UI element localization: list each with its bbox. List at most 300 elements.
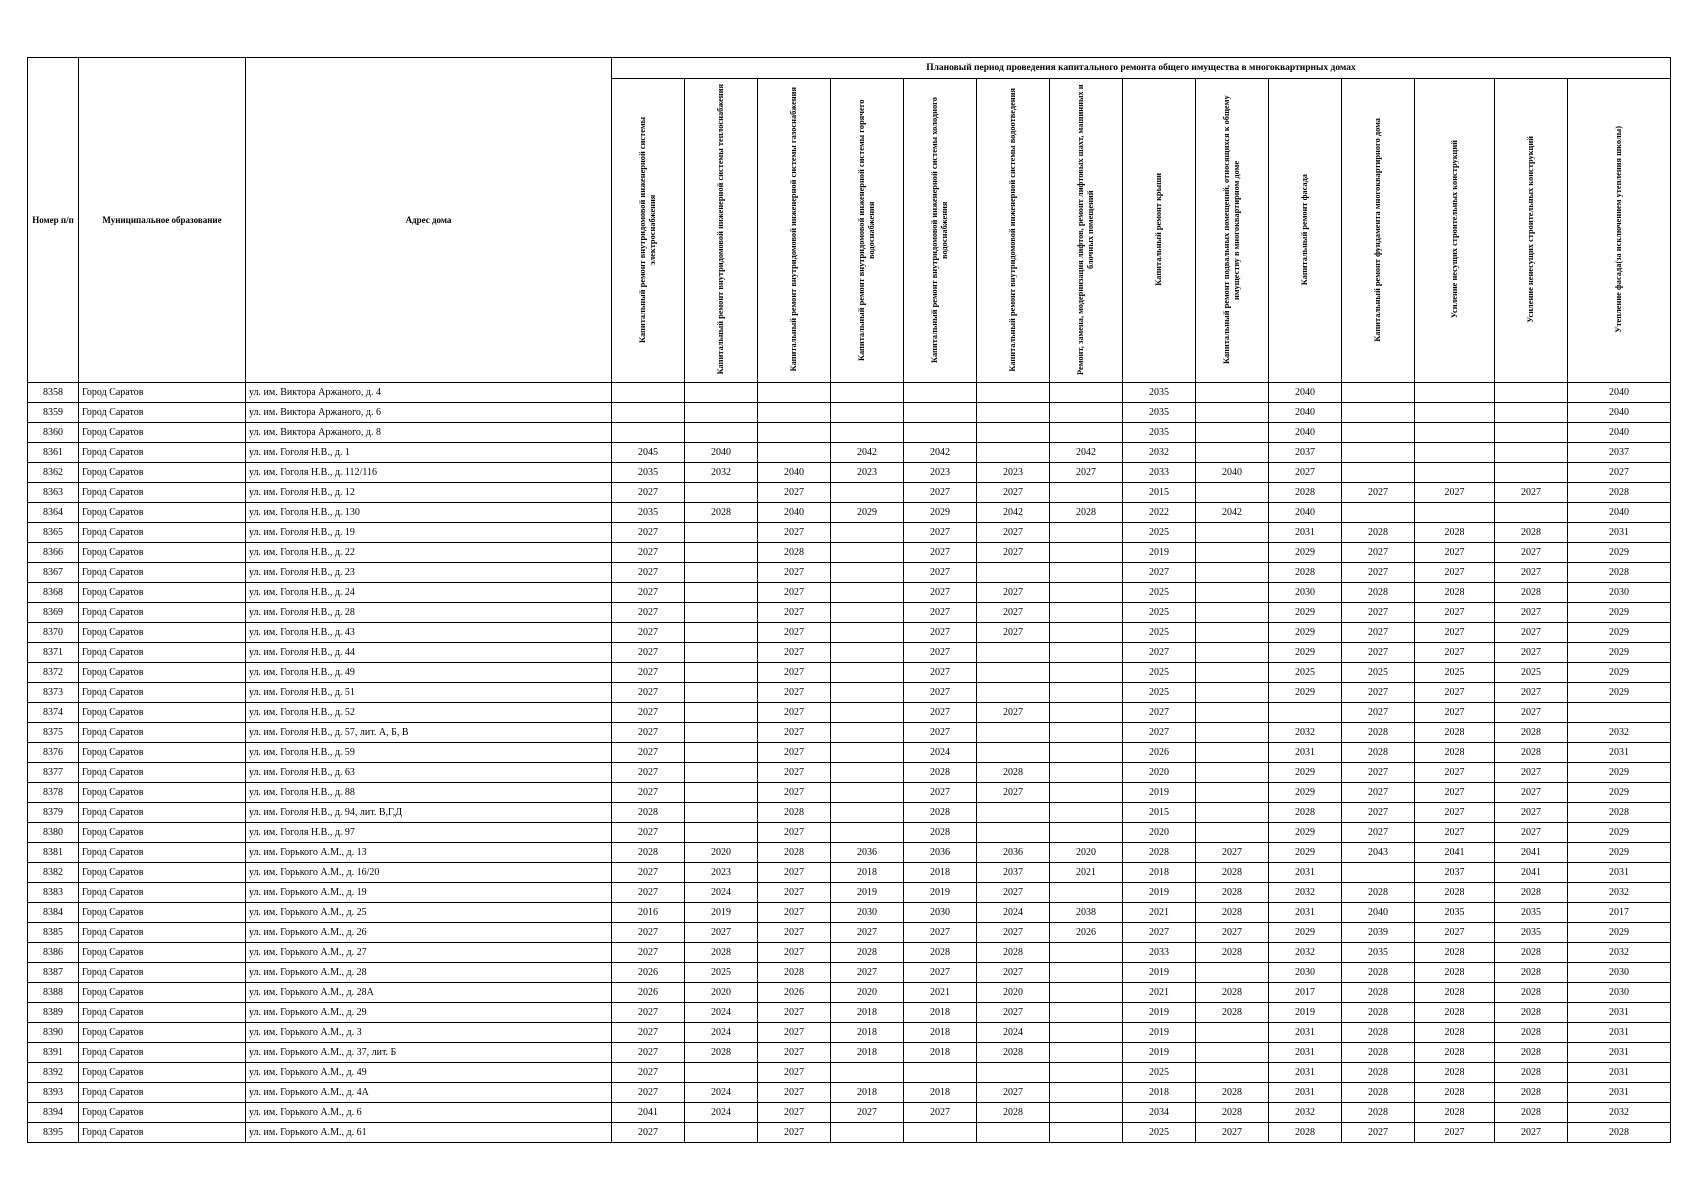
- row-year-4: 2028: [904, 823, 977, 843]
- row-year-11: 2027: [1415, 763, 1495, 783]
- row-year-9: 2029: [1269, 823, 1342, 843]
- row-year-12: 2028: [1495, 1003, 1568, 1023]
- row-year-10: [1342, 383, 1415, 403]
- row-year-10: 2027: [1342, 803, 1415, 823]
- row-year-4: 2028: [904, 763, 977, 783]
- header-work-label: Капитальный ремонт подвальных помещений, относящихся к общему имуществу в многоквартирном доме: [1222, 95, 1241, 364]
- row-year-4: [904, 403, 977, 423]
- row-year-9: 2030: [1269, 583, 1342, 603]
- row-year-13: 2029: [1568, 663, 1671, 683]
- row-municipality: Город Саратов: [79, 763, 246, 783]
- row-year-11: 2028: [1415, 1063, 1495, 1083]
- row-year-11: 2027: [1415, 783, 1495, 803]
- row-year-1: 2028: [685, 503, 758, 523]
- row-year-11: 2027: [1415, 703, 1495, 723]
- row-year-10: 2028: [1342, 1063, 1415, 1083]
- row-year-13: 2029: [1568, 623, 1671, 643]
- row-year-7: 2027: [1123, 643, 1196, 663]
- row-address: ул. им. Гоголя Н.В., д. 112/116: [246, 463, 612, 483]
- row-year-9: 2032: [1269, 723, 1342, 743]
- row-year-10: 2027: [1342, 823, 1415, 843]
- row-year-4: 2021: [904, 983, 977, 1003]
- row-year-13: 2029: [1568, 923, 1671, 943]
- row-year-8: 2028: [1196, 863, 1269, 883]
- row-year-6: [1050, 943, 1123, 963]
- row-year-8: [1196, 563, 1269, 583]
- row-year-13: 2017: [1568, 903, 1671, 923]
- row-year-5: 2027: [977, 963, 1050, 983]
- table-row: [28, 1063, 1671, 1083]
- row-year-0: 2027: [612, 683, 685, 703]
- row-year-12: 2027: [1495, 823, 1568, 843]
- row-year-6: 2021: [1050, 863, 1123, 883]
- header-work-label: Капитальный ремонт внутридомовой инженерной системы горячего водоснабжения: [857, 98, 876, 361]
- row-year-3: [831, 783, 904, 803]
- row-address: ул. им. Виктора Аржаного, д. 8: [246, 423, 612, 443]
- row-municipality: Город Саратов: [79, 423, 246, 443]
- row-year-8: [1196, 783, 1269, 803]
- row-year-4: 2018: [904, 1003, 977, 1023]
- row-municipality: Город Саратов: [79, 883, 246, 903]
- row-number: 8375: [28, 723, 79, 743]
- row-number: 8388: [28, 983, 79, 1003]
- row-year-7: 2022: [1123, 503, 1196, 523]
- header-work-label: Капитальный ремонт внутридомовой инженерной системы холодного водоснабжения: [930, 96, 949, 363]
- row-year-6: [1050, 403, 1123, 423]
- table-row: [28, 1003, 1671, 1023]
- row-year-11: 2028: [1415, 1003, 1495, 1023]
- row-year-7: 2026: [1123, 743, 1196, 763]
- row-year-3: [831, 763, 904, 783]
- row-year-10: 2028: [1342, 1083, 1415, 1103]
- row-address: ул. им. Горького А.М., д. 16/20: [246, 863, 612, 883]
- table-row: [28, 1123, 1671, 1143]
- row-year-6: 2042: [1050, 443, 1123, 463]
- row-year-8: [1196, 823, 1269, 843]
- row-year-2: 2027: [758, 683, 831, 703]
- row-year-12: 2028: [1495, 583, 1568, 603]
- row-number: 8360: [28, 423, 79, 443]
- row-address: ул. им. Гоголя Н.В., д. 63: [246, 763, 612, 783]
- row-municipality: Город Саратов: [79, 663, 246, 683]
- row-year-8: [1196, 623, 1269, 643]
- table-row: [28, 423, 1671, 443]
- row-year-10: 2028: [1342, 523, 1415, 543]
- row-year-0: 2027: [612, 783, 685, 803]
- row-year-10: 2039: [1342, 923, 1415, 943]
- table-row: [28, 463, 1671, 483]
- row-year-4: 2024: [904, 743, 977, 763]
- row-year-2: 2028: [758, 843, 831, 863]
- row-year-2: 2027: [758, 483, 831, 503]
- row-address: ул. им. Гоголя Н.В., д. 130: [246, 503, 612, 523]
- row-year-3: 2042: [831, 443, 904, 463]
- row-year-11: 2035: [1415, 903, 1495, 923]
- header-work-label: Капитальный ремонт внутридомовой инженерной системы газоснабжения: [789, 87, 798, 372]
- row-number: 8387: [28, 963, 79, 983]
- row-year-7: 2025: [1123, 1063, 1196, 1083]
- row-year-11: 2028: [1415, 1083, 1495, 1103]
- header-work-label: Утепление фасада(за исключением утепления школы): [1614, 126, 1623, 333]
- row-number: 8367: [28, 563, 79, 583]
- row-year-11: 2028: [1415, 723, 1495, 743]
- row-municipality: Город Саратов: [79, 403, 246, 423]
- row-year-11: [1415, 463, 1495, 483]
- row-year-7: 2019: [1123, 1023, 1196, 1043]
- row-year-9: 2029: [1269, 603, 1342, 623]
- row-year-0: 2027: [612, 583, 685, 603]
- row-year-1: [685, 723, 758, 743]
- row-year-13: 2037: [1568, 443, 1671, 463]
- row-year-0: 2035: [612, 463, 685, 483]
- row-year-10: [1342, 503, 1415, 523]
- row-year-7: 2025: [1123, 603, 1196, 623]
- row-year-3: 2027: [831, 1103, 904, 1123]
- row-year-5: 2027: [977, 923, 1050, 943]
- row-year-12: [1495, 383, 1568, 403]
- row-year-8: 2028: [1196, 1003, 1269, 1023]
- row-year-12: [1495, 403, 1568, 423]
- row-year-0: 2027: [612, 1043, 685, 1063]
- row-year-11: 2028: [1415, 963, 1495, 983]
- row-year-8: [1196, 723, 1269, 743]
- header-number: Номер п/п: [28, 58, 79, 383]
- row-year-11: 2027: [1415, 803, 1495, 823]
- row-year-2: 2027: [758, 663, 831, 683]
- row-year-9: 2040: [1269, 403, 1342, 423]
- row-year-11: 2037: [1415, 863, 1495, 883]
- row-year-3: 2018: [831, 1003, 904, 1023]
- row-year-5: [977, 1123, 1050, 1143]
- row-year-3: 2020: [831, 983, 904, 1003]
- row-municipality: Город Саратов: [79, 603, 246, 623]
- row-year-0: 2027: [612, 1123, 685, 1143]
- row-municipality: Город Саратов: [79, 1063, 246, 1083]
- row-year-3: [831, 643, 904, 663]
- row-year-13: 2040: [1568, 423, 1671, 443]
- row-year-13: 2031: [1568, 523, 1671, 543]
- row-year-1: 2032: [685, 463, 758, 483]
- row-year-13: 2030: [1568, 983, 1671, 1003]
- row-year-7: 2025: [1123, 663, 1196, 683]
- row-year-6: [1050, 523, 1123, 543]
- row-year-8: [1196, 643, 1269, 663]
- row-number: 8361: [28, 443, 79, 463]
- table-row: [28, 403, 1671, 423]
- row-year-1: [685, 423, 758, 443]
- row-year-8: [1196, 403, 1269, 423]
- row-number: 8363: [28, 483, 79, 503]
- row-year-10: 2028: [1342, 1103, 1415, 1123]
- row-year-5: 2027: [977, 783, 1050, 803]
- row-year-0: 2027: [612, 743, 685, 763]
- row-year-10: 2028: [1342, 1003, 1415, 1023]
- row-year-11: 2027: [1415, 923, 1495, 943]
- row-year-7: 2027: [1123, 703, 1196, 723]
- row-year-10: 2028: [1342, 883, 1415, 903]
- row-year-10: 2028: [1342, 983, 1415, 1003]
- row-year-0: 2016: [612, 903, 685, 923]
- row-year-2: 2027: [758, 903, 831, 923]
- row-year-8: [1196, 663, 1269, 683]
- row-year-0: 2027: [612, 923, 685, 943]
- table-row: [28, 683, 1671, 703]
- row-year-6: [1050, 583, 1123, 603]
- row-year-11: 2027: [1415, 683, 1495, 703]
- row-year-8: [1196, 763, 1269, 783]
- row-year-10: [1342, 443, 1415, 463]
- row-year-4: 2027: [904, 703, 977, 723]
- row-year-6: [1050, 663, 1123, 683]
- row-year-1: 2024: [685, 1023, 758, 1043]
- table-row: [28, 1083, 1671, 1103]
- row-address: ул. им. Горького А.М., д. 26: [246, 923, 612, 943]
- row-year-4: 2027: [904, 483, 977, 503]
- row-year-3: [831, 603, 904, 623]
- row-year-12: [1495, 463, 1568, 483]
- row-year-3: 2029: [831, 503, 904, 523]
- row-year-12: 2027: [1495, 1123, 1568, 1143]
- row-year-12: [1495, 423, 1568, 443]
- table-row: [28, 983, 1671, 1003]
- row-year-6: 2038: [1050, 903, 1123, 923]
- row-year-2: 2027: [758, 783, 831, 803]
- row-year-10: [1342, 463, 1415, 483]
- row-year-3: [831, 803, 904, 823]
- row-year-5: 2024: [977, 903, 1050, 923]
- table-row: [28, 803, 1671, 823]
- row-year-4: 2019: [904, 883, 977, 903]
- row-year-9: 2032: [1269, 883, 1342, 903]
- row-year-11: 2027: [1415, 603, 1495, 623]
- row-year-12: 2028: [1495, 1043, 1568, 1063]
- row-year-9: 2031: [1269, 1063, 1342, 1083]
- row-year-10: 2027: [1342, 563, 1415, 583]
- row-municipality: Город Саратов: [79, 1003, 246, 1023]
- row-address: ул. им. Горького А.М., д. 27: [246, 943, 612, 963]
- row-year-7: 2025: [1123, 523, 1196, 543]
- row-year-8: [1196, 683, 1269, 703]
- row-year-5: 2027: [977, 623, 1050, 643]
- row-year-12: 2027: [1495, 763, 1568, 783]
- row-year-6: [1050, 1103, 1123, 1123]
- row-year-2: 2027: [758, 623, 831, 643]
- row-year-5: [977, 643, 1050, 663]
- row-year-4: 2027: [904, 683, 977, 703]
- row-year-10: 2043: [1342, 843, 1415, 863]
- row-year-7: 2028: [1123, 843, 1196, 863]
- table-row: [28, 823, 1671, 843]
- row-year-0: 2035: [612, 503, 685, 523]
- row-year-3: [831, 683, 904, 703]
- row-year-9: 2025: [1269, 663, 1342, 683]
- row-year-1: [685, 803, 758, 823]
- row-year-5: [977, 383, 1050, 403]
- row-year-5: 2028: [977, 763, 1050, 783]
- row-year-13: 2032: [1568, 943, 1671, 963]
- row-year-8: 2028: [1196, 1083, 1269, 1103]
- row-number: 8373: [28, 683, 79, 703]
- row-municipality: Город Саратов: [79, 903, 246, 923]
- row-year-6: [1050, 1003, 1123, 1023]
- row-year-9: 2031: [1269, 1083, 1342, 1103]
- row-year-9: 2040: [1269, 503, 1342, 523]
- row-year-7: 2021: [1123, 983, 1196, 1003]
- row-number: 8379: [28, 803, 79, 823]
- row-year-9: 2028: [1269, 483, 1342, 503]
- row-year-6: 2020: [1050, 843, 1123, 863]
- row-year-9: 2040: [1269, 423, 1342, 443]
- row-municipality: Город Саратов: [79, 1103, 246, 1123]
- row-municipality: Город Саратов: [79, 543, 246, 563]
- row-number: 8359: [28, 403, 79, 423]
- row-year-7: 2035: [1123, 423, 1196, 443]
- row-year-0: 2028: [612, 803, 685, 823]
- row-year-7: 2019: [1123, 963, 1196, 983]
- table-row: [28, 903, 1671, 923]
- row-year-1: [685, 483, 758, 503]
- row-year-11: 2028: [1415, 1103, 1495, 1123]
- row-year-1: [685, 763, 758, 783]
- row-year-0: 2027: [612, 883, 685, 903]
- row-year-5: 2027: [977, 603, 1050, 623]
- row-number: 8391: [28, 1043, 79, 1063]
- header-work-0: [612, 79, 685, 383]
- row-year-4: [904, 423, 977, 443]
- row-year-11: [1415, 503, 1495, 523]
- table-row: [28, 1103, 1671, 1123]
- row-municipality: Город Саратов: [79, 583, 246, 603]
- row-year-6: [1050, 743, 1123, 763]
- row-year-6: [1050, 563, 1123, 583]
- row-year-13: 2032: [1568, 1103, 1671, 1123]
- row-year-8: 2027: [1196, 843, 1269, 863]
- row-year-11: [1415, 383, 1495, 403]
- row-municipality: Город Саратов: [79, 463, 246, 483]
- row-year-8: [1196, 423, 1269, 443]
- row-number: 8366: [28, 543, 79, 563]
- row-year-12: 2028: [1495, 743, 1568, 763]
- row-year-8: 2027: [1196, 1123, 1269, 1143]
- row-year-8: [1196, 603, 1269, 623]
- row-year-7: 2027: [1123, 563, 1196, 583]
- row-year-4: 2018: [904, 1023, 977, 1043]
- row-year-10: 2028: [1342, 743, 1415, 763]
- row-address: ул. им. Горького А.М., д. 3: [246, 1023, 612, 1043]
- row-year-9: 2028: [1269, 563, 1342, 583]
- row-year-3: [831, 623, 904, 643]
- row-number: 8382: [28, 863, 79, 883]
- row-year-2: 2027: [758, 643, 831, 663]
- row-year-1: 2020: [685, 983, 758, 1003]
- row-year-13: 2031: [1568, 1023, 1671, 1043]
- row-year-8: [1196, 1063, 1269, 1083]
- row-year-1: [685, 1063, 758, 1083]
- row-number: 8370: [28, 623, 79, 643]
- row-year-8: 2028: [1196, 903, 1269, 923]
- row-year-9: 2040: [1269, 383, 1342, 403]
- row-year-12: 2035: [1495, 923, 1568, 943]
- row-number: 8371: [28, 643, 79, 663]
- row-municipality: Город Саратов: [79, 983, 246, 1003]
- row-municipality: Город Саратов: [79, 783, 246, 803]
- header-work-11: [1415, 79, 1495, 383]
- row-year-2: 2027: [758, 563, 831, 583]
- row-year-5: 2037: [977, 863, 1050, 883]
- row-year-6: [1050, 723, 1123, 743]
- row-year-3: [831, 563, 904, 583]
- row-year-11: 2028: [1415, 1023, 1495, 1043]
- header-work-13: [1568, 79, 1671, 383]
- row-year-4: 2018: [904, 1083, 977, 1103]
- row-year-9: 2031: [1269, 863, 1342, 883]
- row-municipality: Город Саратов: [79, 703, 246, 723]
- row-municipality: Город Саратов: [79, 863, 246, 883]
- header-work-label: Капитальный ремонт фасада: [1300, 173, 1309, 286]
- row-year-11: 2028: [1415, 943, 1495, 963]
- row-address: ул. им. Гоголя Н.В., д. 23: [246, 563, 612, 583]
- row-year-0: [612, 383, 685, 403]
- row-year-4: 2027: [904, 563, 977, 583]
- row-address: ул. им. Виктора Аржаного, д. 4: [246, 383, 612, 403]
- row-year-9: 2028: [1269, 803, 1342, 823]
- row-address: ул. им. Гоголя Н.В., д. 94, лит. В,Г,Д: [246, 803, 612, 823]
- row-year-4: 2027: [904, 1103, 977, 1123]
- row-year-1: [685, 643, 758, 663]
- row-address: ул. им. Гоголя Н.В., д. 49: [246, 663, 612, 683]
- row-year-1: [685, 543, 758, 563]
- table-row: [28, 623, 1671, 643]
- row-number: 8368: [28, 583, 79, 603]
- row-address: ул. им. Горького А.М., д. 13: [246, 843, 612, 863]
- row-year-10: 2027: [1342, 783, 1415, 803]
- row-address: ул. им. Виктора Аржаного, д. 6: [246, 403, 612, 423]
- header-work-label: Усиление ненесущих строительных конструкций: [1526, 136, 1535, 323]
- row-year-9: 2028: [1269, 1123, 1342, 1143]
- row-number: 8369: [28, 603, 79, 623]
- row-year-5: 2027: [977, 703, 1050, 723]
- row-year-2: 2027: [758, 723, 831, 743]
- row-year-7: 2019: [1123, 1003, 1196, 1023]
- row-year-8: 2027: [1196, 923, 1269, 943]
- row-year-0: 2027: [612, 1003, 685, 1023]
- row-year-13: 2029: [1568, 763, 1671, 783]
- row-address: ул. им. Гоголя Н.В., д. 88: [246, 783, 612, 803]
- row-year-11: 2027: [1415, 1123, 1495, 1143]
- row-address: ул. им. Гоголя Н.В., д. 19: [246, 523, 612, 543]
- row-address: ул. им. Горького А.М., д. 4А: [246, 1083, 612, 1103]
- row-year-4: 2027: [904, 783, 977, 803]
- row-year-2: 2027: [758, 863, 831, 883]
- row-municipality: Город Саратов: [79, 1023, 246, 1043]
- row-address: ул. им. Горького А.М., д. 28: [246, 963, 612, 983]
- row-year-0: [612, 403, 685, 423]
- row-year-3: [831, 723, 904, 743]
- row-year-6: 2027: [1050, 463, 1123, 483]
- row-year-11: 2028: [1415, 883, 1495, 903]
- row-year-0: 2027: [612, 723, 685, 743]
- row-address: ул. им. Гоголя Н.В., д. 59: [246, 743, 612, 763]
- row-year-6: [1050, 483, 1123, 503]
- row-year-5: 2027: [977, 543, 1050, 563]
- row-address: ул. им. Гоголя Н.В., д. 51: [246, 683, 612, 703]
- row-address: ул. им. Гоголя Н.В., д. 52: [246, 703, 612, 723]
- row-year-9: 2027: [1269, 463, 1342, 483]
- row-year-5: [977, 403, 1050, 423]
- row-year-9: 2031: [1269, 523, 1342, 543]
- row-year-5: [977, 683, 1050, 703]
- row-year-9: 2037: [1269, 443, 1342, 463]
